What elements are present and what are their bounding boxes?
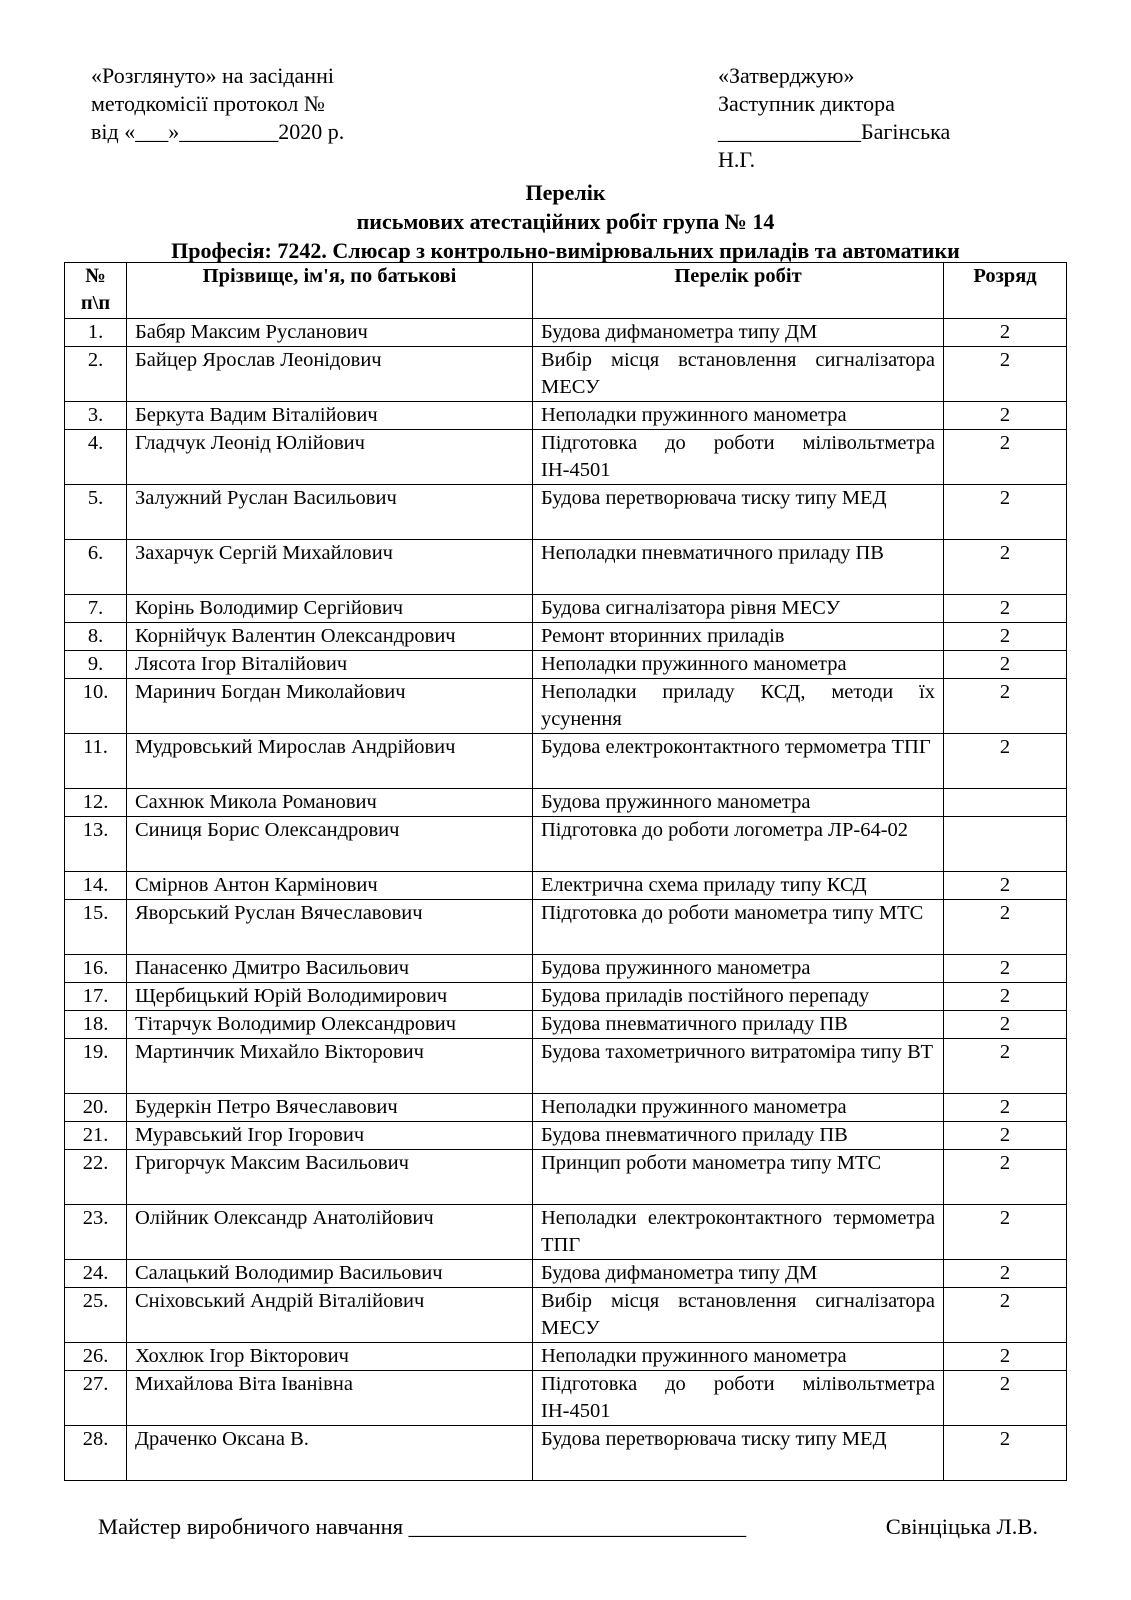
row-number: 1. (65, 319, 127, 347)
grade-value: 2 (944, 900, 1067, 955)
grade-value (944, 817, 1067, 872)
student-name: Олійник Олександр Анатолійович (127, 1205, 533, 1260)
review-block (91, 62, 344, 146)
work-title: Будова пневматичного приладу ПВ (533, 1011, 944, 1039)
table-row (65, 1205, 1067, 1260)
student-name: Михайлова Віта Іванівна (127, 1371, 533, 1426)
row-number: 4. (65, 430, 127, 485)
grade-value: 2 (944, 1426, 1067, 1481)
table-row (65, 402, 1067, 430)
table-row (65, 595, 1067, 623)
approval-line-1: «Затверджую» (718, 63, 855, 88)
review-line-1: «Розглянуто» на засіданні (91, 63, 334, 88)
student-name: Беркута Вадим Віталійович (127, 402, 533, 430)
row-number: 10. (65, 679, 127, 734)
work-title: Неполадки пружинного манометра (533, 651, 944, 679)
table-row (65, 1426, 1067, 1481)
title-line-1: Перелік (525, 180, 606, 205)
table-row (65, 1371, 1067, 1426)
work-title: Принцип роботи манометра типу МТС (533, 1150, 944, 1205)
table-row (65, 1343, 1067, 1371)
grade-value: 2 (944, 595, 1067, 623)
table-row (65, 1260, 1067, 1288)
row-number: 3. (65, 402, 127, 430)
student-name: Мартинчик Михайло Вікторович (127, 1039, 533, 1094)
header-grade: Розряд (944, 263, 1067, 319)
work-title: Неполадки пружинного манометра (533, 1094, 944, 1122)
student-name: Синиця Борис Олександрович (127, 817, 533, 872)
grade-value (944, 789, 1067, 817)
student-name: Маринич Богдан Миколайович (127, 679, 533, 734)
student-name: Григорчук Максим Васильович (127, 1150, 533, 1205)
grade-value: 2 (944, 872, 1067, 900)
table-row (65, 319, 1067, 347)
grade-value: 2 (944, 1150, 1067, 1205)
student-name: Захарчук Сергій Михайлович (127, 540, 533, 595)
student-name: Драченко Оксана В. (127, 1426, 533, 1481)
row-number: 6. (65, 540, 127, 595)
student-name: Корінь Володимир Сергійович (127, 595, 533, 623)
table-header-row (65, 263, 1067, 319)
header-number-line-2: п\п (80, 292, 111, 314)
table-row (65, 1039, 1067, 1094)
work-title: Підготовка до роботи манометра типу МТС (533, 900, 944, 955)
row-number: 8. (65, 623, 127, 651)
student-name: Сніховський Андрій Віталійович (127, 1288, 533, 1343)
row-number: 12. (65, 789, 127, 817)
row-number: 9. (65, 651, 127, 679)
student-name: Лясота Ігор Віталійович (127, 651, 533, 679)
student-name: Муравський Ігор Ігорович (127, 1122, 533, 1150)
table-row (65, 817, 1067, 872)
grade-value: 2 (944, 651, 1067, 679)
table-row (65, 1288, 1067, 1343)
student-name: Панасенко Дмитро Васильович (127, 955, 533, 983)
grade-value: 2 (944, 1343, 1067, 1371)
work-title: Будова дифманометра типу ДМ (533, 1260, 944, 1288)
work-title: Будова пружинного манометра (533, 789, 944, 817)
grade-value: 2 (944, 1371, 1067, 1426)
grade-value: 2 (944, 983, 1067, 1011)
table-row (65, 485, 1067, 540)
row-number: 15. (65, 900, 127, 955)
grade-value: 2 (944, 1205, 1067, 1260)
footer-signature-line (98, 1514, 1038, 1540)
table-row (65, 1150, 1067, 1205)
footer-signatory: Свінціцька Л.В. (885, 1514, 1038, 1539)
work-title: Ремонт вторинних приладів (533, 623, 944, 651)
work-title: Підготовка до роботи логометра ЛР-64-02 (533, 817, 944, 872)
row-number: 25. (65, 1288, 127, 1343)
student-name: Хохлюк Ігор Вікторович (127, 1343, 533, 1371)
student-name: Будеркін Петро Вячеславович (127, 1094, 533, 1122)
review-line-3: від «___»_________2020 р. (91, 119, 345, 144)
table-row (65, 734, 1067, 789)
work-title: Підготовка до роботи мілівольтметра ІН-4501 (533, 1371, 944, 1426)
grade-value: 2 (944, 1011, 1067, 1039)
row-number: 5. (65, 485, 127, 540)
table-row (65, 955, 1067, 983)
table-row (65, 1122, 1067, 1150)
grade-value: 2 (944, 319, 1067, 347)
table-row (65, 347, 1067, 402)
grade-value: 2 (944, 430, 1067, 485)
grade-value: 2 (944, 347, 1067, 402)
table-row (65, 540, 1067, 595)
approval-line-3: _____________Багінська (718, 119, 951, 144)
student-name: Залужний Руслан Васильович (127, 485, 533, 540)
row-number: 20. (65, 1094, 127, 1122)
row-number: 23. (65, 1205, 127, 1260)
table-row (65, 900, 1067, 955)
grade-value: 2 (944, 1122, 1067, 1150)
work-title: Будова пневматичного приладу ПВ (533, 1122, 944, 1150)
grade-value: 2 (944, 402, 1067, 430)
header-name: Прізвище, ім'я, по батькові (127, 263, 533, 319)
row-number: 11. (65, 734, 127, 789)
table-row (65, 789, 1067, 817)
row-number: 13. (65, 817, 127, 872)
table-body (65, 319, 1067, 1481)
title-line-3: Професія: 7242. Слюсар з контрольно-вимірювальних приладів та автоматики (171, 238, 960, 263)
row-number: 24. (65, 1260, 127, 1288)
student-name: Байцер Ярослав Леонідович (127, 347, 533, 402)
row-number: 27. (65, 1371, 127, 1426)
work-title: Будова електроконтактного термометра ТПГ (533, 734, 944, 789)
header-works: Перелік робіт (533, 263, 944, 319)
footer-role: Майстер виробничого навчання ______________________________ (98, 1514, 747, 1539)
grade-value: 2 (944, 623, 1067, 651)
work-title: Будова дифманометра типу ДМ (533, 319, 944, 347)
table-row (65, 679, 1067, 734)
row-number: 14. (65, 872, 127, 900)
work-title: Вибір місця встановлення сигналізатора МЕСУ (533, 347, 944, 402)
student-name: Сахнюк Микола Романович (127, 789, 533, 817)
grade-value: 2 (944, 679, 1067, 734)
grade-value: 2 (944, 1288, 1067, 1343)
table-row (65, 983, 1067, 1011)
header-number (65, 263, 127, 319)
row-number: 21. (65, 1122, 127, 1150)
work-title: Неполадки пружинного манометра (533, 402, 944, 430)
student-name: Яворський Руслан Вячеславович (127, 900, 533, 955)
work-title: Неполадки пружинного манометра (533, 1343, 944, 1371)
row-number: 22. (65, 1150, 127, 1205)
work-title: Неполадки приладу КСД, методи їх усунення (533, 679, 944, 734)
approval-line-2: Заступник диктора (718, 91, 895, 116)
student-name: Мудровський Мирослав Андрійович (127, 734, 533, 789)
grade-value: 2 (944, 1260, 1067, 1288)
row-number: 17. (65, 983, 127, 1011)
title-line-2: письмових атестаційних робіт група № 14 (356, 209, 775, 234)
work-title: Будова тахометричного витратоміра типу ВТ (533, 1039, 944, 1094)
row-number: 2. (65, 347, 127, 402)
table-row (65, 430, 1067, 485)
work-title: Неполадки електроконтактного термометра ТПГ (533, 1205, 944, 1260)
grade-value: 2 (944, 1039, 1067, 1094)
work-title: Вибір місця встановлення сигналізатора МЕСУ (533, 1288, 944, 1343)
work-title: Підготовка до роботи мілівольтметра ІН-4501 (533, 430, 944, 485)
student-name: Бабяр Максим Русланович (127, 319, 533, 347)
row-number: 18. (65, 1011, 127, 1039)
student-name: Смірнов Антон Кармінович (127, 872, 533, 900)
table-row (65, 623, 1067, 651)
work-title: Будова пружинного манометра (533, 955, 944, 983)
work-title: Будова приладів постійного перепаду (533, 983, 944, 1011)
document-title (0, 178, 1131, 265)
header-number-line-1: № (85, 265, 106, 287)
row-number: 16. (65, 955, 127, 983)
work-title: Будова сигналізатора рівня МЕСУ (533, 595, 944, 623)
work-title: Електрична схема приладу типу КСД (533, 872, 944, 900)
student-name: Салацький Володимир Васильович (127, 1260, 533, 1288)
work-title: Неполадки пневматичного приладу ПВ (533, 540, 944, 595)
works-table (64, 262, 1067, 1481)
student-name: Тітарчук Володимир Олександрович (127, 1011, 533, 1039)
row-number: 19. (65, 1039, 127, 1094)
student-name: Корнійчук Валентин Олександрович (127, 623, 533, 651)
row-number: 26. (65, 1343, 127, 1371)
grade-value: 2 (944, 734, 1067, 789)
work-title: Будова перетворювача тиску типу МЕД (533, 1426, 944, 1481)
review-line-2: методкомісії протокол № (91, 91, 325, 116)
grade-value: 2 (944, 955, 1067, 983)
student-name: Гладчук Леонід Юлійович (127, 430, 533, 485)
row-number: 7. (65, 595, 127, 623)
row-number: 28. (65, 1426, 127, 1481)
table-row (65, 651, 1067, 679)
grade-value: 2 (944, 485, 1067, 540)
table-row (65, 1094, 1067, 1122)
table-row (65, 1011, 1067, 1039)
grade-value: 2 (944, 540, 1067, 595)
student-name: Щербицький Юрій Володимирович (127, 983, 533, 1011)
grade-value: 2 (944, 1094, 1067, 1122)
work-title: Будова перетворювача тиску типу МЕД (533, 485, 944, 540)
approval-line-4: Н.Г. (718, 147, 756, 172)
table-row (65, 872, 1067, 900)
approval-block (718, 62, 950, 174)
